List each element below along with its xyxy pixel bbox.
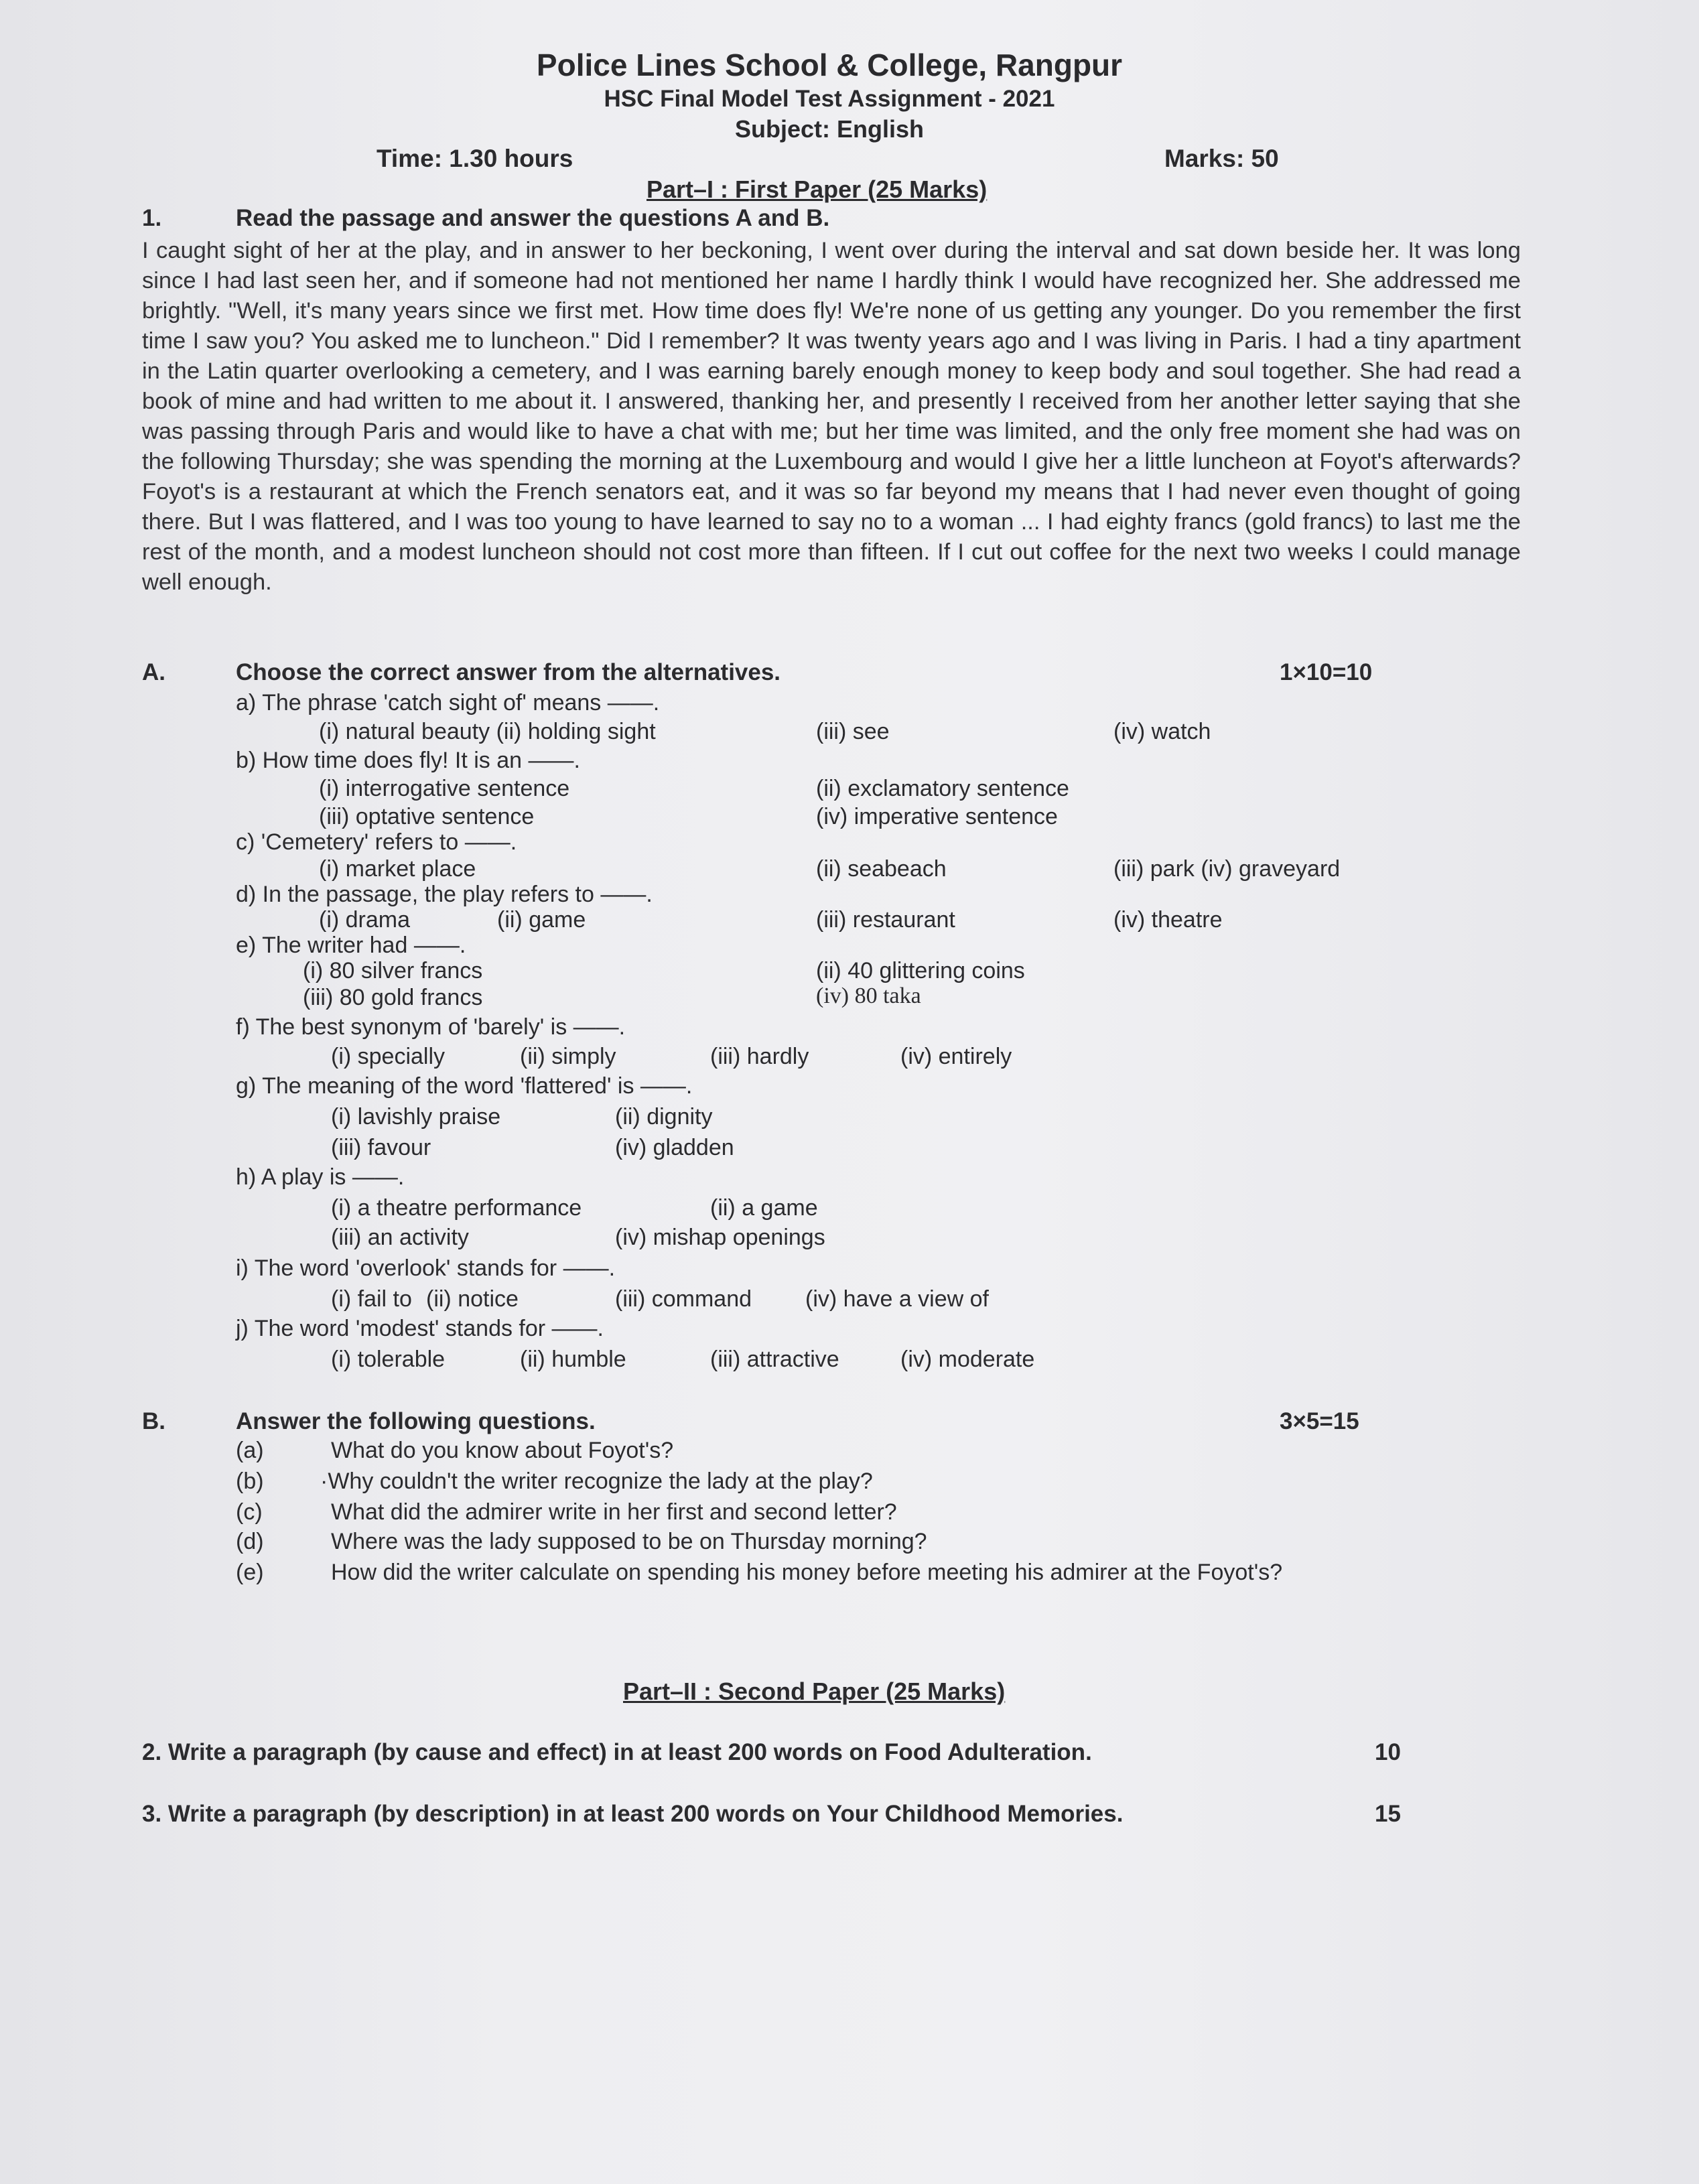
question-a: a) The phrase 'catch sight of' means ——. bbox=[236, 690, 660, 715]
marks-label: Marks: 50 bbox=[1164, 145, 1279, 172]
question-2: 2. Write a paragraph (by cause and effect) in at least 200 words on Food Adulteration. bbox=[142, 1739, 1092, 1765]
school-name: Police Lines School & College, Rangpur bbox=[536, 48, 1123, 82]
time-label: Time: 1.30 hours bbox=[377, 145, 573, 172]
option-f-1: (i) specially bbox=[331, 1044, 446, 1069]
question-b-a-label: (a) bbox=[236, 1438, 264, 1463]
option-g-3: (iii) favour bbox=[331, 1135, 431, 1160]
question-b-c-label: (c) bbox=[236, 1499, 263, 1525]
question-b-c-text: What did the admirer write in her first and second letter? bbox=[331, 1499, 897, 1525]
section-a-label: A. bbox=[142, 659, 165, 685]
option-c-3-4: (iii) park (iv) graveyard bbox=[1113, 856, 1341, 882]
question-b-b-label: (b) bbox=[236, 1469, 264, 1494]
option-d-3: (iii) restaurant bbox=[816, 907, 955, 933]
question-c: c) 'Cemetery' refers to ——. bbox=[236, 829, 517, 855]
option-b-4: (iv) imperative sentence bbox=[816, 804, 1058, 829]
option-e-4: (iv) 80 taka bbox=[816, 983, 921, 1008]
part2-title: Part–II : Second Paper (25 Marks) bbox=[623, 1678, 1006, 1705]
section-b-instruction: Answer the following questions. bbox=[236, 1408, 596, 1434]
option-h-3: (iii) an activity bbox=[331, 1225, 469, 1250]
option-g-1: (i) lavishly praise bbox=[331, 1104, 501, 1130]
question-b-d-label: (d) bbox=[236, 1529, 264, 1554]
option-b-2: (ii) exclamatory sentence bbox=[816, 776, 1069, 801]
q1-instruction: Read the passage and answer the questions A and B. bbox=[236, 205, 830, 231]
option-a-1-2: (i) natural beauty (ii) holding sight bbox=[319, 719, 656, 744]
test-title: HSC Final Model Test Assignment - 2021 bbox=[604, 86, 1055, 112]
option-b-3: (iii) optative sentence bbox=[319, 804, 535, 829]
option-c-1: (i) market place bbox=[319, 856, 476, 882]
option-d-4: (iv) theatre bbox=[1113, 907, 1223, 933]
option-i-2: (ii) notice bbox=[426, 1286, 519, 1312]
option-i-3: (iii) command bbox=[615, 1286, 752, 1312]
option-d-1: (i) drama bbox=[319, 907, 411, 933]
question-b-e-text: How did the writer calculate on spending his money before meeting his admirer at the Foyot's? bbox=[331, 1560, 1283, 1585]
question-b: b) How time does fly! It is an ——. bbox=[236, 748, 580, 773]
option-h-1: (i) a theatre performance bbox=[331, 1195, 582, 1221]
option-f-2: (ii) simply bbox=[520, 1044, 616, 1069]
part1-title: Part–I : First Paper (25 Marks) bbox=[647, 176, 988, 203]
option-c-2: (ii) seabeach bbox=[816, 856, 947, 882]
question-f: f) The best synonym of 'barely' is ——. bbox=[236, 1014, 626, 1040]
option-j-1: (i) tolerable bbox=[331, 1347, 446, 1372]
question-b-b-text: ·Why couldn't the writer recognize the lady at the play? bbox=[320, 1469, 873, 1494]
option-j-3: (iii) attractive bbox=[710, 1347, 839, 1372]
option-f-3: (iii) hardly bbox=[710, 1044, 809, 1069]
section-a-instruction: Choose the correct answer from the alternatives. bbox=[236, 659, 781, 685]
option-h-2: (ii) a game bbox=[710, 1195, 818, 1221]
option-f-4: (iv) entirely bbox=[900, 1044, 1012, 1069]
question-3: 3. Write a paragraph (by description) in at least 200 words on Your Childhood Memories. bbox=[142, 1801, 1124, 1827]
question-j: j) The word 'modest' stands for ——. bbox=[236, 1316, 604, 1341]
option-i-1: (i) fail to bbox=[331, 1286, 412, 1312]
section-a-marks: 1×10=10 bbox=[1280, 659, 1373, 685]
option-j-4: (iv) moderate bbox=[900, 1347, 1035, 1372]
option-d-2: (ii) game bbox=[497, 907, 586, 933]
question-h: h) A play is ——. bbox=[236, 1164, 405, 1190]
option-h-4: (iv) mishap openings bbox=[615, 1225, 825, 1250]
option-e-1: (i) 80 silver francs bbox=[303, 958, 483, 983]
section-b-marks: 3×5=15 bbox=[1280, 1408, 1359, 1434]
subject-line: Subject: English bbox=[734, 115, 925, 143]
question-b-e-label: (e) bbox=[236, 1560, 264, 1585]
question-i: i) The word 'overlook' stands for ——. bbox=[236, 1255, 616, 1281]
option-i-4: (iv) have a view of bbox=[805, 1286, 989, 1312]
reading-passage: I caught sight of her at the play, and in answer to her beckoning, I went over during the interval and sat down beside her. It was long since I had last seen her, and if someone had not mentioned her name I hardly think I would have recognized her. She addressed me brightly. "Well, it's many years since we first met. How time does fly! We're none of us getting any younger. Do you remember the first time I saw you? You asked me to luncheon." Did I remember? It was twenty years ago and I was living in Paris. I had a tiny apartment in the Latin quarter overlooking a cemetery, and I was earning barely enough money to keep body and soul together. She had read a book of mine and had written to me about it. I answered, thanking her, and presently I received from her another letter saying that she was passing through Paris and would like to have a chat with me; but her time was limited, and the only free moment she had was on the following Thursday; she was spending the morning at the Luxembourg and would I give her a little luncheon at Foyot's afterwards? Foyot's is a restaurant at which the French senators eat, and it was so far beyond my means that I had never even thought of going there. But I was flattered, and I was too young to have learned to say no to a woman ... I had eighty francs (gold francs) to last me the rest of the month, and a modest luncheon should not cost more than fifteen. If I cut out coffee for the next two weeks I could manage well enough. bbox=[142, 238, 1521, 595]
question-b-a-text: What do you know about Foyot's? bbox=[331, 1438, 674, 1463]
option-g-2: (ii) dignity bbox=[615, 1104, 713, 1130]
question-3-marks: 15 bbox=[1375, 1801, 1401, 1827]
option-a-4: (iv) watch bbox=[1113, 719, 1211, 744]
option-e-2: (ii) 40 glittering coins bbox=[816, 958, 1025, 983]
question-d: d) In the passage, the play refers to ——. bbox=[236, 882, 653, 907]
option-b-1: (i) interrogative sentence bbox=[319, 776, 570, 801]
option-j-2: (ii) humble bbox=[520, 1347, 626, 1372]
question-b-d-text: Where was the lady supposed to be on Thursday morning? bbox=[331, 1529, 927, 1554]
option-a-3: (iii) see bbox=[816, 719, 890, 744]
option-g-4: (iv) gladden bbox=[615, 1135, 734, 1160]
section-b-label: B. bbox=[142, 1408, 165, 1434]
option-e-3: (iii) 80 gold francs bbox=[303, 985, 483, 1010]
q1-number: 1. bbox=[142, 205, 162, 231]
question-e: e) The writer had ——. bbox=[236, 933, 466, 958]
question-g: g) The meaning of the word 'flattered' is ——. bbox=[236, 1073, 693, 1099]
question-2-marks: 10 bbox=[1375, 1739, 1401, 1765]
